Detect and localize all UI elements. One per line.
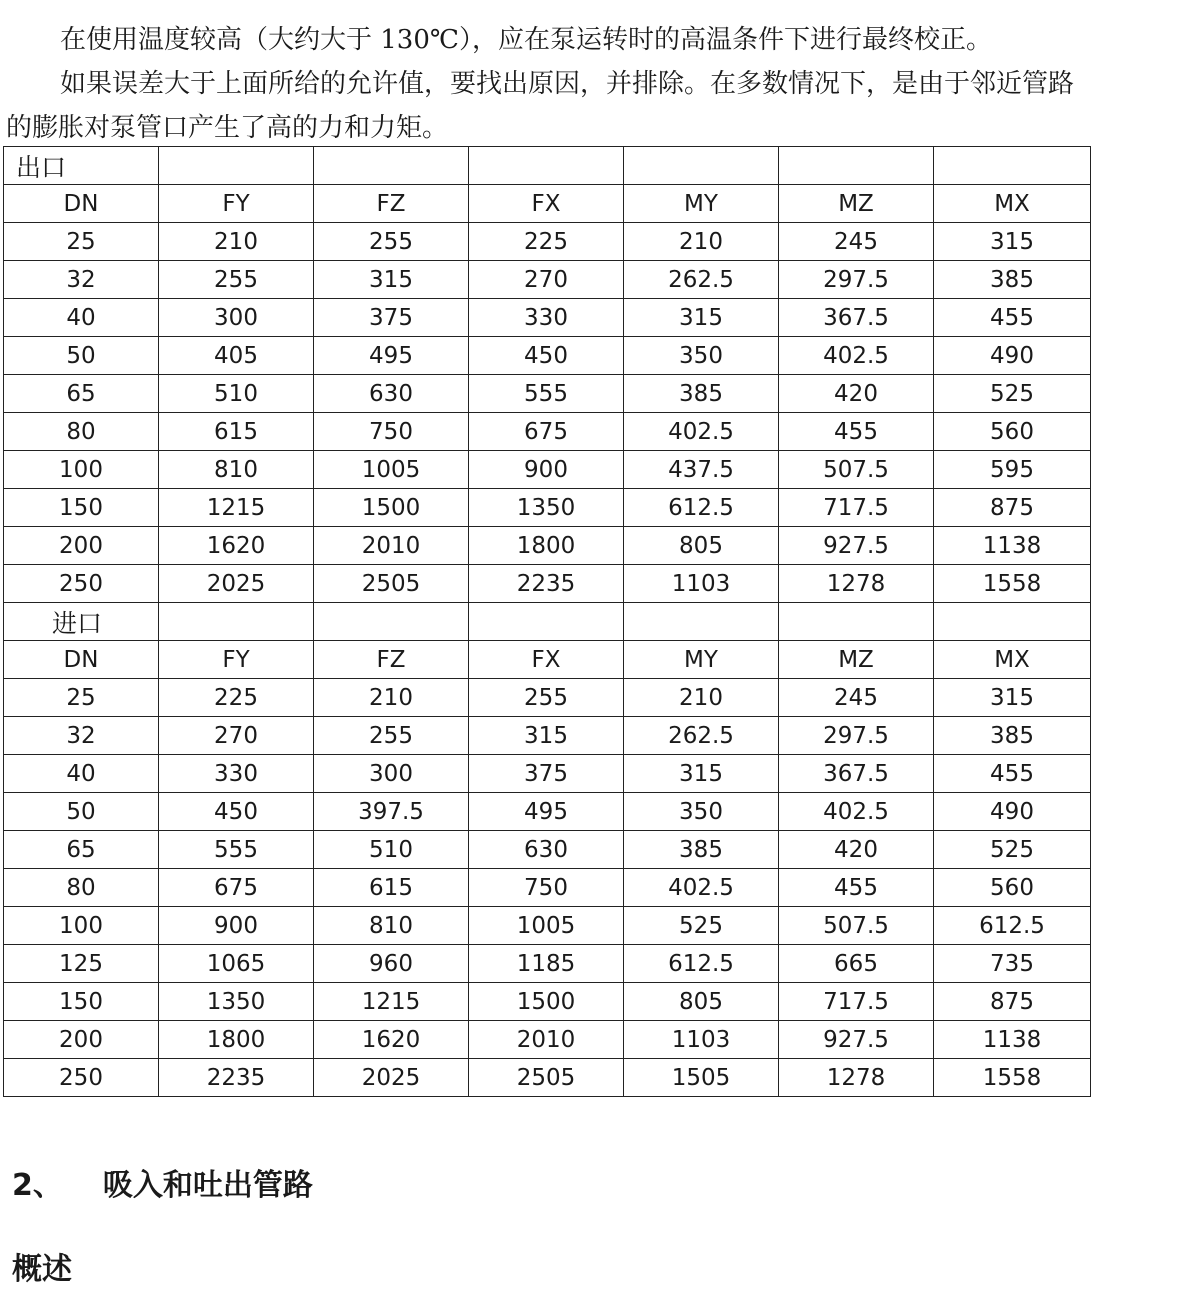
table-cell: 630 [314, 375, 469, 413]
table-cell: 1278 [779, 1059, 934, 1097]
table-row [4, 907, 1091, 945]
table-cell: 40 [4, 755, 159, 793]
table-cell: 1138 [934, 1021, 1091, 1059]
table-cell: 270 [469, 261, 624, 299]
column-header: FX [469, 641, 624, 679]
inlet-section-label: 进口 [4, 603, 159, 641]
table-cell: 2025 [314, 1059, 469, 1097]
inlet-section-row [4, 603, 1091, 641]
table-cell: 490 [934, 793, 1091, 831]
table-row [4, 869, 1091, 907]
table-row [4, 299, 1091, 337]
table-cell: 810 [159, 451, 314, 489]
table-cell: 385 [624, 831, 779, 869]
table-cell: 1005 [314, 451, 469, 489]
table-cell: 525 [934, 375, 1091, 413]
table-cell: 450 [469, 337, 624, 375]
table-cell: 490 [934, 337, 1091, 375]
table-cell: 245 [779, 223, 934, 261]
table-cell: 402.5 [779, 337, 934, 375]
empty-cell [314, 603, 469, 641]
table-row [4, 337, 1091, 375]
table-cell: 255 [314, 223, 469, 261]
table-cell: 2505 [314, 565, 469, 603]
empty-cell [624, 147, 779, 185]
table-cell: 297.5 [779, 717, 934, 755]
table-cell: 245 [779, 679, 934, 717]
table-cell: 25 [4, 223, 159, 261]
table-cell: 262.5 [624, 261, 779, 299]
empty-cell [159, 147, 314, 185]
table-cell: 525 [624, 907, 779, 945]
empty-cell [934, 603, 1091, 641]
table-cell: 125 [4, 945, 159, 983]
column-header: FY [159, 641, 314, 679]
table-cell: 1620 [314, 1021, 469, 1059]
table-cell: 420 [779, 831, 934, 869]
empty-cell [469, 147, 624, 185]
table-cell: 630 [469, 831, 624, 869]
table-cell: 1215 [314, 983, 469, 1021]
table-cell: 80 [4, 869, 159, 907]
subsection-heading: 概述 [12, 1252, 72, 1287]
outlet-header-row [4, 185, 1091, 223]
table-cell: 315 [314, 261, 469, 299]
table-row [4, 223, 1091, 261]
table-row [4, 983, 1091, 1021]
empty-cell [779, 147, 934, 185]
table-cell: 1558 [934, 1059, 1091, 1097]
table-cell: 330 [469, 299, 624, 337]
column-header: MZ [779, 641, 934, 679]
table-cell: 315 [934, 679, 1091, 717]
table-cell: 1215 [159, 489, 314, 527]
outlet-section-label: 出口 [4, 147, 159, 185]
table-cell: 367.5 [779, 755, 934, 793]
table-cell: 450 [159, 793, 314, 831]
table-cell: 675 [469, 413, 624, 451]
table-cell: 330 [159, 755, 314, 793]
table-cell: 210 [624, 223, 779, 261]
outlet-section-row [4, 147, 1091, 185]
table-cell: 615 [159, 413, 314, 451]
table-cell: 1800 [159, 1021, 314, 1059]
table-row [4, 261, 1091, 299]
table-cell: 455 [934, 299, 1091, 337]
table-row [4, 375, 1091, 413]
table-cell: 2010 [469, 1021, 624, 1059]
table-cell: 65 [4, 831, 159, 869]
table-row [4, 451, 1091, 489]
table-cell: 50 [4, 793, 159, 831]
column-header: FZ [314, 185, 469, 223]
section-number: 2、 [12, 1168, 63, 1203]
table-cell: 150 [4, 489, 159, 527]
table-cell: 750 [469, 869, 624, 907]
table-cell: 455 [779, 413, 934, 451]
table-cell: 510 [314, 831, 469, 869]
table-cell: 65 [4, 375, 159, 413]
table-cell: 560 [934, 413, 1091, 451]
table-cell: 875 [934, 983, 1091, 1021]
table-cell: 367.5 [779, 299, 934, 337]
table-cell: 615 [314, 869, 469, 907]
table-cell: 210 [159, 223, 314, 261]
table-cell: 200 [4, 527, 159, 565]
table-cell: 2505 [469, 1059, 624, 1097]
table-cell: 297.5 [779, 261, 934, 299]
empty-cell [469, 603, 624, 641]
table-cell: 250 [4, 1059, 159, 1097]
empty-cell [314, 147, 469, 185]
table-cell: 315 [469, 717, 624, 755]
column-header: FX [469, 185, 624, 223]
table-cell: 900 [469, 451, 624, 489]
table-row [4, 945, 1091, 983]
table-cell: 150 [4, 983, 159, 1021]
table-row [4, 831, 1091, 869]
section-heading [12, 1160, 313, 1204]
column-header: FY [159, 185, 314, 223]
table-cell: 1278 [779, 565, 934, 603]
table-row [4, 755, 1091, 793]
table-cell: 100 [4, 451, 159, 489]
table-cell: 100 [4, 907, 159, 945]
table-cell: 495 [469, 793, 624, 831]
table-row [4, 679, 1091, 717]
table-row [4, 1021, 1091, 1059]
table-cell: 255 [314, 717, 469, 755]
table-cell: 1620 [159, 527, 314, 565]
table-cell: 875 [934, 489, 1091, 527]
table-row [4, 793, 1091, 831]
table-cell: 960 [314, 945, 469, 983]
paragraph-temperature-note: 在使用温度较高（大约大于 130℃），应在泵运转时的高温条件下进行最终校正。 [60, 25, 992, 55]
table-cell: 1185 [469, 945, 624, 983]
table-cell: 1350 [159, 983, 314, 1021]
table-row [4, 1059, 1091, 1097]
table-cell: 315 [624, 299, 779, 337]
table-cell: 1103 [624, 565, 779, 603]
table-cell: 32 [4, 261, 159, 299]
table-cell: 1005 [469, 907, 624, 945]
table-cell: 255 [469, 679, 624, 717]
table-cell: 510 [159, 375, 314, 413]
table-cell: 250 [4, 565, 159, 603]
table-cell: 225 [469, 223, 624, 261]
table-cell: 927.5 [779, 1021, 934, 1059]
table-cell: 717.5 [779, 489, 934, 527]
table-cell: 300 [159, 299, 314, 337]
table-cell: 210 [624, 679, 779, 717]
table-cell: 32 [4, 717, 159, 755]
empty-cell [624, 603, 779, 641]
column-header: MX [934, 185, 1091, 223]
table-cell: 385 [624, 375, 779, 413]
empty-cell [779, 603, 934, 641]
table-cell: 810 [314, 907, 469, 945]
table-cell: 262.5 [624, 717, 779, 755]
table-cell: 717.5 [779, 983, 934, 1021]
table-cell: 750 [314, 413, 469, 451]
column-header: FZ [314, 641, 469, 679]
table-cell: 525 [934, 831, 1091, 869]
table-cell: 927.5 [779, 527, 934, 565]
table-cell: 555 [469, 375, 624, 413]
table-cell: 375 [469, 755, 624, 793]
paragraph-error-note-line1: 如果误差大于上面所给的允许值，要找出原因，并排除。在多数情况下，是由于邻近管路 [60, 69, 1075, 99]
table-cell: 1558 [934, 565, 1091, 603]
column-header: DN [4, 185, 159, 223]
table-cell: 455 [779, 869, 934, 907]
table-cell: 350 [624, 337, 779, 375]
table-cell: 560 [934, 869, 1091, 907]
table-cell: 735 [934, 945, 1091, 983]
table-cell: 210 [314, 679, 469, 717]
table-cell: 315 [934, 223, 1091, 261]
table-cell: 385 [934, 261, 1091, 299]
table-cell: 2010 [314, 527, 469, 565]
table-cell: 1505 [624, 1059, 779, 1097]
table-cell: 805 [624, 527, 779, 565]
table-row [4, 489, 1091, 527]
table-cell: 200 [4, 1021, 159, 1059]
empty-cell [159, 603, 314, 641]
table-cell: 1350 [469, 489, 624, 527]
table-cell: 665 [779, 945, 934, 983]
table-cell: 270 [159, 717, 314, 755]
table-cell: 50 [4, 337, 159, 375]
table-cell: 350 [624, 793, 779, 831]
table-cell: 1138 [934, 527, 1091, 565]
table-cell: 1800 [469, 527, 624, 565]
table-cell: 40 [4, 299, 159, 337]
table-cell: 612.5 [934, 907, 1091, 945]
table-row [4, 717, 1091, 755]
table-cell: 555 [159, 831, 314, 869]
table-cell: 1065 [159, 945, 314, 983]
table-cell: 675 [159, 869, 314, 907]
table-cell: 300 [314, 755, 469, 793]
table-cell: 805 [624, 983, 779, 1021]
table-cell: 420 [779, 375, 934, 413]
table-cell: 397.5 [314, 793, 469, 831]
table-cell: 507.5 [779, 451, 934, 489]
column-header: MX [934, 641, 1091, 679]
table-cell: 375 [314, 299, 469, 337]
paragraph-error-note-line2: 的膨胀对泵管口产生了高的力和力矩。 [6, 113, 449, 143]
table-cell: 1500 [314, 489, 469, 527]
table-cell: 2235 [469, 565, 624, 603]
table-cell: 595 [934, 451, 1091, 489]
table-cell: 405 [159, 337, 314, 375]
table-cell: 2235 [159, 1059, 314, 1097]
table-row [4, 413, 1091, 451]
table-cell: 900 [159, 907, 314, 945]
table-row [4, 565, 1091, 603]
section-title: 吸入和吐出管路 [102, 1168, 313, 1203]
column-header: DN [4, 641, 159, 679]
table-cell: 25 [4, 679, 159, 717]
table-cell: 402.5 [779, 793, 934, 831]
table-cell: 255 [159, 261, 314, 299]
table-cell: 612.5 [624, 945, 779, 983]
table-cell: 2025 [159, 565, 314, 603]
table-row [4, 527, 1091, 565]
table-cell: 80 [4, 413, 159, 451]
table-cell: 402.5 [624, 413, 779, 451]
table-cell: 1103 [624, 1021, 779, 1059]
table-cell: 495 [314, 337, 469, 375]
table-cell: 385 [934, 717, 1091, 755]
table-cell: 402.5 [624, 869, 779, 907]
table-cell: 1500 [469, 983, 624, 1021]
table-cell: 455 [934, 755, 1091, 793]
inlet-header-row [4, 641, 1091, 679]
table-cell: 437.5 [624, 451, 779, 489]
column-header: MY [624, 641, 779, 679]
column-header: MZ [779, 185, 934, 223]
table-cell: 315 [624, 755, 779, 793]
nozzle-load-table [3, 146, 1091, 1097]
column-header: MY [624, 185, 779, 223]
empty-cell [934, 147, 1091, 185]
table-cell: 225 [159, 679, 314, 717]
table-cell: 507.5 [779, 907, 934, 945]
table-cell: 612.5 [624, 489, 779, 527]
